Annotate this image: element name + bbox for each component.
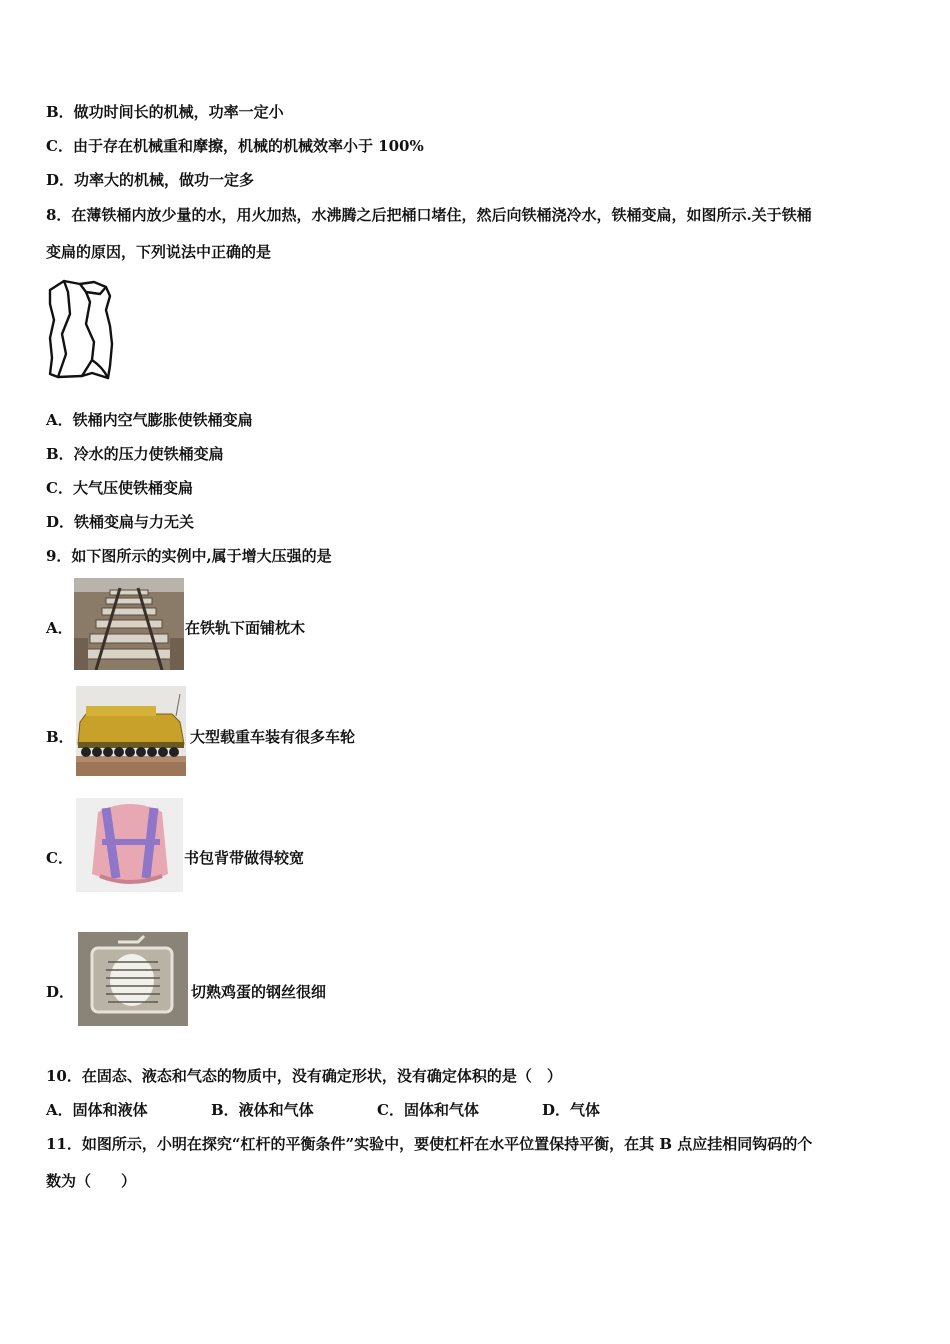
q8-stem-line2: 变扁的原因，下列说法中正确的是 — [46, 243, 272, 261]
q8-option-d: D．铁桶变扁与力无关 — [46, 513, 195, 531]
q10-option-b: B．液体和气体 — [211, 1101, 314, 1119]
egg-slicer-photo — [78, 932, 188, 1026]
q7-option-d: D．功率大的机械，做功一定多 — [46, 171, 255, 189]
q7-option-b: B．做功时间长的机械，功率一定小 — [46, 103, 284, 121]
q10-stem: 10．在固态、液态和气态的物质中，没有确定形状，没有确定体积的是（ ） — [46, 1067, 562, 1085]
q7-option-c: C．由于存在机械重和摩擦，机械的机械效率小于 100% — [46, 137, 424, 155]
q9-option-d-label: D． — [46, 983, 75, 1001]
q9-option-a-label: A． — [46, 619, 73, 637]
backpack-photo — [76, 798, 183, 892]
q9-stem: 9．如下图所示的实例中,属于增大压强的是 — [46, 547, 332, 565]
q9-option-b-text: 大型载重车装有很多车轮 — [190, 728, 356, 746]
q9-option-b-label: B． — [46, 728, 74, 746]
q10-option-d: D．气体 — [542, 1101, 601, 1119]
q8-stem-line1: 8．在薄铁桶内放少量的水，用火加热，水沸腾之后把桶口堵住，然后向铁桶浇冷水，铁桶变扁，如图所示.关于铁桶 — [46, 206, 812, 224]
q9-option-c-text: 书包背带做得较宽 — [184, 849, 305, 867]
q11-stem-line2: 数为（ ） — [46, 1172, 137, 1190]
q8-option-a: A．铁桶内空气膨胀使铁桶变扁 — [46, 411, 253, 429]
q8-option-c: C．大气压使铁桶变扁 — [46, 479, 193, 497]
railway-sleepers-photo — [74, 578, 184, 670]
q9-option-d-text: 切熟鸡蛋的钢丝很细 — [191, 983, 327, 1001]
heavy-truck-photo — [76, 686, 186, 776]
q10-option-a: A．固体和液体 — [46, 1101, 148, 1119]
crushed-bucket-figure — [46, 278, 116, 382]
q9-option-c-label: C． — [46, 849, 73, 867]
q10-option-c: C．固体和气体 — [377, 1101, 479, 1119]
q11-stem-line1: 11．如图所示，小明在探究“杠杆的平衡条件”实验中，要使杠杆在水平位置保持平衡，在其 B 点应挂相同钩码的个 — [46, 1135, 813, 1153]
q9-option-a-text: 在铁轨下面铺枕木 — [185, 619, 306, 637]
q8-option-b: B．冷水的压力使铁桶变扁 — [46, 445, 224, 463]
